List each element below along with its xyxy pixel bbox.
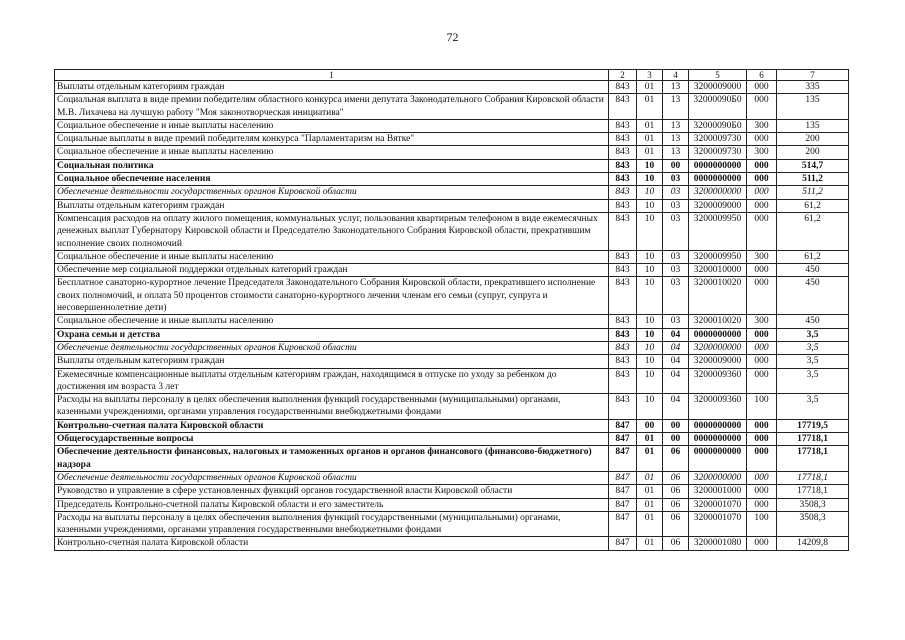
expense-type-cell: 000 xyxy=(747,341,777,354)
amount-cell: 135 xyxy=(777,94,849,120)
expense-type-cell: 000 xyxy=(747,277,777,315)
table-row xyxy=(55,419,849,432)
expense-type-cell: 000 xyxy=(747,355,777,368)
expense-type-cell: 300 xyxy=(747,250,777,263)
target-article-cell: 3200001000 xyxy=(689,485,747,498)
table-header-row xyxy=(55,70,849,81)
amount-cell: 17718,1 xyxy=(777,446,849,472)
section-cell: 00 xyxy=(637,419,663,432)
code-administrator-cell: 847 xyxy=(609,511,637,537)
table-row xyxy=(55,394,849,420)
section-cell: 10 xyxy=(637,186,663,199)
expense-type-cell: 000 xyxy=(747,498,777,511)
expense-type-cell: 000 xyxy=(747,446,777,472)
expense-type-cell: 000 xyxy=(747,471,777,484)
budget-table xyxy=(54,69,849,551)
table-row xyxy=(55,328,849,341)
code-administrator-cell: 843 xyxy=(609,264,637,277)
subsection-cell: 06 xyxy=(663,446,689,472)
row-name-cell: Социальное обеспечение населения xyxy=(55,173,609,186)
table-row xyxy=(55,119,849,132)
table-row xyxy=(55,199,849,212)
amount-cell: 450 xyxy=(777,277,849,315)
amount-cell: 3508,3 xyxy=(777,498,849,511)
code-administrator-cell: 843 xyxy=(609,355,637,368)
table-row xyxy=(55,159,849,172)
code-administrator-cell: 843 xyxy=(609,368,637,394)
table-row xyxy=(55,212,849,250)
table-row xyxy=(55,355,849,368)
row-name-cell: Ежемесячные компенсационные выплаты отдельным категориям граждан, находящимся в отпуске по уходу за ребенком до достижения им возраста 3 лет xyxy=(55,368,609,394)
table-row xyxy=(55,485,849,498)
expense-type-cell: 100 xyxy=(747,511,777,537)
target-article-cell: 3200009000 xyxy=(689,81,747,94)
amount-cell: 3,5 xyxy=(777,341,849,354)
subsection-cell: 13 xyxy=(663,146,689,159)
section-cell: 01 xyxy=(637,498,663,511)
target-article-cell: 32000090Б0 xyxy=(689,119,747,132)
expense-type-cell: 000 xyxy=(747,159,777,172)
row-name-cell: Социальное обеспечение и иные выплаты населению xyxy=(55,315,609,328)
table-body xyxy=(55,81,849,551)
table-row xyxy=(55,471,849,484)
row-name-cell: Руководство и управление в сфере установленных функций органов государственной власти Кировской области xyxy=(55,485,609,498)
expense-type-cell: 100 xyxy=(747,394,777,420)
expense-type-cell: 000 xyxy=(747,368,777,394)
subsection-cell: 00 xyxy=(663,159,689,172)
expense-type-cell: 000 xyxy=(747,419,777,432)
target-article-cell: 3200009360 xyxy=(689,394,747,420)
section-cell: 10 xyxy=(637,199,663,212)
target-article-cell: 3200010020 xyxy=(689,277,747,315)
code-administrator-cell: 847 xyxy=(609,433,637,446)
code-administrator-cell: 847 xyxy=(609,537,637,550)
subsection-cell: 00 xyxy=(663,419,689,432)
section-cell: 10 xyxy=(637,355,663,368)
amount-cell: 61,2 xyxy=(777,250,849,263)
row-name-cell: Обеспечение деятельности государственных органов Кировской области xyxy=(55,341,609,354)
section-cell: 10 xyxy=(637,264,663,277)
table-row xyxy=(55,315,849,328)
target-article-cell: 3200010020 xyxy=(689,315,747,328)
subsection-cell: 03 xyxy=(663,212,689,250)
amount-cell: 450 xyxy=(777,264,849,277)
expense-type-cell: 000 xyxy=(747,199,777,212)
subsection-cell: 04 xyxy=(663,341,689,354)
code-administrator-cell: 847 xyxy=(609,485,637,498)
row-name-cell: Обеспечение деятельности финансовых, налоговых и таможенных органов и органов финансового (финансово-бюджетного) надзора xyxy=(55,446,609,472)
code-administrator-cell: 847 xyxy=(609,446,637,472)
page-number: 72 xyxy=(446,30,459,44)
section-cell: 01 xyxy=(637,511,663,537)
row-name-cell: Социальное обеспечение и иные выплаты населению xyxy=(55,119,609,132)
amount-cell: 511,2 xyxy=(777,186,849,199)
target-article-cell: 3200001070 xyxy=(689,511,747,537)
header-cell: 7 xyxy=(777,70,849,81)
subsection-cell: 04 xyxy=(663,368,689,394)
target-article-cell: 3200000000 xyxy=(689,186,747,199)
expense-type-cell: 000 xyxy=(747,537,777,550)
subsection-cell: 03 xyxy=(663,199,689,212)
target-article-cell: 3200009000 xyxy=(689,355,747,368)
code-administrator-cell: 843 xyxy=(609,159,637,172)
row-name-cell: Обеспечение мер социальной поддержки отдельных категорий граждан xyxy=(55,264,609,277)
subsection-cell: 06 xyxy=(663,485,689,498)
row-name-cell: Охрана семьи и детства xyxy=(55,328,609,341)
table-row xyxy=(55,511,849,537)
subsection-cell: 04 xyxy=(663,394,689,420)
row-name-cell: Обеспечение деятельности государственных органов Кировской области xyxy=(55,186,609,199)
expense-type-cell: 000 xyxy=(747,433,777,446)
section-cell: 10 xyxy=(637,212,663,250)
amount-cell: 3,5 xyxy=(777,368,849,394)
code-administrator-cell: 843 xyxy=(609,133,637,146)
target-article-cell: 0000000000 xyxy=(689,419,747,432)
target-article-cell: 3200000000 xyxy=(689,341,747,354)
target-article-cell: 3200009000 xyxy=(689,199,747,212)
target-article-cell: 3200009360 xyxy=(689,368,747,394)
expense-type-cell: 000 xyxy=(747,81,777,94)
code-administrator-cell: 843 xyxy=(609,119,637,132)
expense-type-cell: 000 xyxy=(747,133,777,146)
row-name-cell: Расходы на выплаты персоналу в целях обеспечения выполнения функций государственными (муниципальными) органами, казенными учреждениями, органами управления государственными внебюджетными фондами xyxy=(55,394,609,420)
code-administrator-cell: 843 xyxy=(609,212,637,250)
amount-cell: 17718,1 xyxy=(777,433,849,446)
section-cell: 10 xyxy=(637,173,663,186)
subsection-cell: 03 xyxy=(663,264,689,277)
section-cell: 10 xyxy=(637,277,663,315)
row-name-cell: Социальная выплата в виде премии победителям областного конкурса имени депутата Законодательного Собрания Кировской области М.В. Лихачева на лучшую работу "Моя законотворческая инициатива" xyxy=(55,94,609,120)
subsection-cell: 03 xyxy=(663,250,689,263)
table-row xyxy=(55,277,849,315)
section-cell: 10 xyxy=(637,159,663,172)
table-row xyxy=(55,250,849,263)
subsection-cell: 04 xyxy=(663,355,689,368)
section-cell: 01 xyxy=(637,471,663,484)
target-article-cell: 3200009950 xyxy=(689,250,747,263)
code-administrator-cell: 847 xyxy=(609,498,637,511)
target-article-cell: 0000000000 xyxy=(689,173,747,186)
subsection-cell: 03 xyxy=(663,173,689,186)
expense-type-cell: 300 xyxy=(747,315,777,328)
section-cell: 01 xyxy=(637,146,663,159)
code-administrator-cell: 843 xyxy=(609,315,637,328)
header-cell: 6 xyxy=(747,70,777,81)
expense-type-cell: 300 xyxy=(747,146,777,159)
target-article-cell: 32000090Б0 xyxy=(689,94,747,120)
amount-cell: 200 xyxy=(777,146,849,159)
header-cell: 4 xyxy=(663,70,689,81)
amount-cell: 14209,8 xyxy=(777,537,849,550)
section-cell: 01 xyxy=(637,81,663,94)
section-cell: 01 xyxy=(637,433,663,446)
subsection-cell: 04 xyxy=(663,328,689,341)
table-row xyxy=(55,133,849,146)
target-article-cell: 3200000000 xyxy=(689,471,747,484)
section-cell: 01 xyxy=(637,446,663,472)
table-row xyxy=(55,537,849,550)
subsection-cell: 00 xyxy=(663,433,689,446)
row-name-cell: Председатель Контрольно-счетной палаты Кировской области и его заместитель xyxy=(55,498,609,511)
code-administrator-cell: 843 xyxy=(609,341,637,354)
expense-type-cell: 000 xyxy=(747,328,777,341)
section-cell: 01 xyxy=(637,133,663,146)
subsection-cell: 13 xyxy=(663,133,689,146)
row-name-cell: Обеспечение деятельности государственных органов Кировской области xyxy=(55,471,609,484)
code-administrator-cell: 843 xyxy=(609,81,637,94)
target-article-cell: 3200010000 xyxy=(689,264,747,277)
subsection-cell: 03 xyxy=(663,315,689,328)
amount-cell: 3,5 xyxy=(777,355,849,368)
amount-cell: 61,2 xyxy=(777,212,849,250)
row-name-cell: Общегосударственные вопросы xyxy=(55,433,609,446)
target-article-cell: 3200009950 xyxy=(689,212,747,250)
table-row xyxy=(55,498,849,511)
amount-cell: 514,7 xyxy=(777,159,849,172)
subsection-cell: 06 xyxy=(663,471,689,484)
amount-cell: 200 xyxy=(777,133,849,146)
subsection-cell: 13 xyxy=(663,94,689,120)
code-administrator-cell: 847 xyxy=(609,471,637,484)
target-article-cell: 0000000000 xyxy=(689,159,747,172)
target-article-cell: 0000000000 xyxy=(689,433,747,446)
table-row xyxy=(55,94,849,120)
row-name-cell: Социальная политика xyxy=(55,159,609,172)
expense-type-cell: 000 xyxy=(747,264,777,277)
subsection-cell: 13 xyxy=(663,119,689,132)
table-row xyxy=(55,368,849,394)
table-row xyxy=(55,446,849,472)
row-name-cell: Контрольно-счетная палата Кировской области xyxy=(55,419,609,432)
row-name-cell: Компенсация расходов на оплату жилого помещения, коммунальных услуг, пользования квартирным телефоном в виде ежемесячных денежных выплат Губернатору Кировской области и Председателю Законодательного Собрания Кировской области, прекратившим исполнение своих полномочий xyxy=(55,212,609,250)
code-administrator-cell: 847 xyxy=(609,419,637,432)
code-administrator-cell: 843 xyxy=(609,250,637,263)
section-cell: 10 xyxy=(637,328,663,341)
subsection-cell: 13 xyxy=(663,81,689,94)
header-cell: 3 xyxy=(637,70,663,81)
code-administrator-cell: 843 xyxy=(609,146,637,159)
subsection-cell: 06 xyxy=(663,498,689,511)
row-name-cell: Социальное обеспечение и иные выплаты населению xyxy=(55,250,609,263)
target-article-cell: 3200009730 xyxy=(689,146,747,159)
target-article-cell: 3200001070 xyxy=(689,498,747,511)
header-cell: 1 xyxy=(55,70,609,81)
table-row xyxy=(55,186,849,199)
amount-cell: 17718,1 xyxy=(777,485,849,498)
table-row xyxy=(55,264,849,277)
subsection-cell: 03 xyxy=(663,277,689,315)
section-cell: 10 xyxy=(637,250,663,263)
amount-cell: 61,2 xyxy=(777,199,849,212)
section-cell: 10 xyxy=(637,315,663,328)
code-administrator-cell: 843 xyxy=(609,199,637,212)
subsection-cell: 03 xyxy=(663,186,689,199)
table-row xyxy=(55,146,849,159)
amount-cell: 17719,5 xyxy=(777,419,849,432)
section-cell: 10 xyxy=(637,341,663,354)
code-administrator-cell: 843 xyxy=(609,277,637,315)
expense-type-cell: 300 xyxy=(747,119,777,132)
amount-cell: 135 xyxy=(777,119,849,132)
section-cell: 01 xyxy=(637,485,663,498)
table-row xyxy=(55,341,849,354)
amount-cell: 17718,1 xyxy=(777,471,849,484)
section-cell: 01 xyxy=(637,94,663,120)
header-cell: 5 xyxy=(689,70,747,81)
code-administrator-cell: 843 xyxy=(609,173,637,186)
section-cell: 01 xyxy=(637,537,663,550)
amount-cell: 3,5 xyxy=(777,328,849,341)
target-article-cell: 0000000000 xyxy=(689,328,747,341)
expense-type-cell: 000 xyxy=(747,94,777,120)
row-name-cell: Выплаты отдельным категориям граждан xyxy=(55,199,609,212)
row-name-cell: Выплаты отдельным категориям граждан xyxy=(55,355,609,368)
expense-type-cell: 000 xyxy=(747,485,777,498)
code-administrator-cell: 843 xyxy=(609,328,637,341)
code-administrator-cell: 843 xyxy=(609,186,637,199)
amount-cell: 511,2 xyxy=(777,173,849,186)
row-name-cell: Контрольно-счетная палата Кировской области xyxy=(55,537,609,550)
row-name-cell: Бесплатное санаторно-курортное лечение Председателя Законодательного Собрания Кировской области, прекратившего исполнение своих полномочий, и оплата 50 процентов стоимости санаторно-курортного лечения членам его семьи (супруг, супруга и несовершеннолетние дети) xyxy=(55,277,609,315)
row-name-cell: Социальные выплаты в виде премий победителям конкурса "Парламентаризм на Вятке" xyxy=(55,133,609,146)
amount-cell: 335 xyxy=(777,81,849,94)
row-name-cell: Выплаты отдельным категориям граждан xyxy=(55,81,609,94)
section-cell: 10 xyxy=(637,368,663,394)
amount-cell: 3,5 xyxy=(777,394,849,420)
table-row xyxy=(55,81,849,94)
section-cell: 10 xyxy=(637,394,663,420)
expense-type-cell: 000 xyxy=(747,173,777,186)
expense-type-cell: 000 xyxy=(747,186,777,199)
row-name-cell: Социальное обеспечение и иные выплаты населению xyxy=(55,146,609,159)
header-cell: 2 xyxy=(609,70,637,81)
target-article-cell: 3200009730 xyxy=(689,133,747,146)
target-article-cell: 3200001080 xyxy=(689,537,747,550)
subsection-cell: 06 xyxy=(663,537,689,550)
row-name-cell: Расходы на выплаты персоналу в целях обеспечения выполнения функций государственными (муниципальными) органами, казенными учреждениями, органами управления государственными внебюджетными фондами xyxy=(55,511,609,537)
amount-cell: 3508,3 xyxy=(777,511,849,537)
subsection-cell: 06 xyxy=(663,511,689,537)
table-row xyxy=(55,433,849,446)
amount-cell: 450 xyxy=(777,315,849,328)
code-administrator-cell: 843 xyxy=(609,94,637,120)
table-row xyxy=(55,173,849,186)
code-administrator-cell: 843 xyxy=(609,394,637,420)
target-article-cell: 0000000000 xyxy=(689,446,747,472)
expense-type-cell: 000 xyxy=(747,212,777,250)
section-cell: 01 xyxy=(637,119,663,132)
